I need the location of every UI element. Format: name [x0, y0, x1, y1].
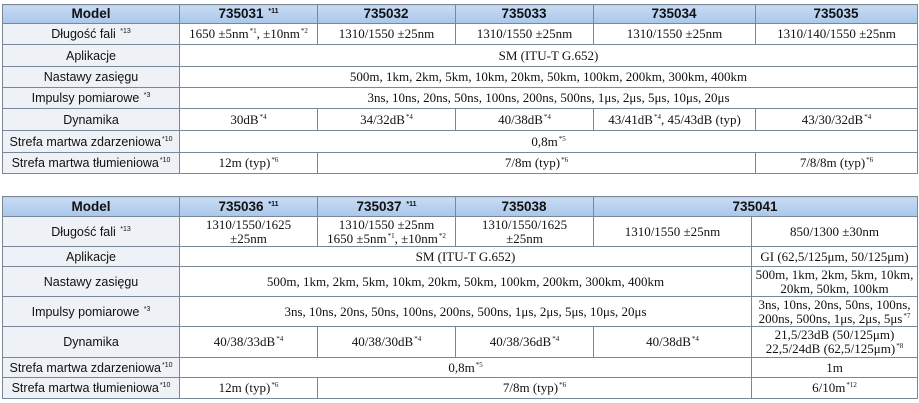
wavelength-735032: 1310/1550 ±25nm — [318, 24, 456, 45]
dynamics-735034: $43/41dB^{*4}$, 45/43dB (typ) — [594, 109, 756, 131]
application-value-2: SM (ITU-T G.652) — [180, 247, 752, 267]
range-label: Nastawy zasięgu — [3, 67, 180, 88]
range-735041-mm: 500m, 1km, 2km, 5km, 10km, 20km, 50km, 100km — [752, 267, 918, 297]
event-dead-zone-label: Strefa martwa zdarzeniowa$^{*10}$ — [3, 131, 180, 153]
dynamics-735035: $43/30/32dB^{*4}$ — [756, 109, 918, 131]
wavelength-row-2 — [3, 217, 918, 247]
model-735032: 735032 — [318, 5, 456, 24]
atten-dead-735035: 7/8/8m (typ)$^{*6}$ — [756, 153, 918, 174]
event-dead-zone-value-2: $0,8m^{*5}$ — [180, 358, 752, 378]
pulse-row-2 — [3, 297, 918, 327]
model-header-2: Model — [3, 197, 180, 217]
spec-table-1 — [2, 4, 918, 174]
atten-dead-735041-mm: $6/10m^{*12}$ — [752, 378, 918, 399]
pulse-label: Impulsy pomiarowe $^{*3}$ — [3, 88, 180, 109]
application-label: Aplikacje — [3, 45, 180, 67]
range-value: 500m, 1km, 2km, 5km, 10km, 20km, 50km, 100km, 200km, 300km, 400km — [180, 67, 918, 88]
wavelength-735041-sm: 1310/1550 ±25nm — [594, 217, 752, 247]
event-dead-zone-row — [3, 131, 918, 153]
application-735041-mm: GI (62,5/125μm, 50/125μm) — [752, 247, 918, 267]
pulse-row — [3, 88, 918, 109]
range-row — [3, 67, 918, 88]
dynamics-label: Dynamika — [3, 109, 180, 131]
wavelength-735034: 1310/1550 ±25nm — [594, 24, 756, 45]
model-735035: 735035 — [756, 5, 918, 24]
dynamics-735041-mm: 21,5/23dB (50/125μm) 22,5/24dB $(62,5/125\mu m)^{*8}$ — [752, 327, 918, 358]
event-dead-735041-mm: 1m — [752, 358, 918, 378]
dynamics-735033: $40/38dB^{*4}$ — [456, 109, 594, 131]
model-735038: 735038 — [456, 197, 594, 217]
model-735037: 735037 $^{*11}$ — [318, 197, 456, 217]
dynamics-735037: $40/38/30dB^{*4}$ — [318, 327, 456, 358]
header-row — [3, 5, 918, 24]
atten-dead-735031: 12m (typ)$^{*6}$ — [180, 153, 318, 174]
model-header: Model — [3, 5, 180, 24]
wavelength-label: Długość fali $^{*13}$ — [3, 24, 180, 45]
event-dead-zone-row-2 — [3, 358, 918, 378]
wavelength-735031: $1650 \pm 5nm^{*1}$, $\pm 10nm^{*2}$ — [180, 24, 318, 45]
wavelength-735033: 1310/1550 ±25nm — [456, 24, 594, 45]
dynamics-735038: $40/38/36dB^{*4}$ — [456, 327, 594, 358]
dynamics-735041-sm: $40/38dB^{*4}$ — [594, 327, 752, 358]
spec-table-2 — [2, 196, 918, 399]
model-735031: 735031 $^{*11}$ — [180, 5, 318, 24]
wavelength-735038: 1310/1550/1625 ±25nm — [456, 217, 594, 247]
application-row-2 — [3, 247, 918, 267]
range-row-2 — [3, 267, 918, 297]
dynamics-row — [3, 109, 918, 131]
dynamics-label-2: Dynamika — [3, 327, 180, 358]
pulse-label-2: Impulsy pomiarowe $^{*3}$ — [3, 297, 180, 327]
application-value: SM (ITU-T G.652) — [180, 45, 918, 67]
pulse-value-2: 3ns, 10ns, 20ns, 50ns, 100ns, 200ns, 500ns, 1μs, 2μs, 5μs, 10μs, 20μs — [180, 297, 752, 327]
dynamics-735031: $30dB^{*4}$ — [180, 109, 318, 131]
model-735034: 735034 — [594, 5, 756, 24]
model-735036: 735036 $^{*11}$ — [180, 197, 318, 217]
model-735041: 735041 — [594, 197, 918, 217]
dynamics-735036: $40/38/33dB^{*4}$ — [180, 327, 318, 358]
event-dead-zone-value: $0,8m^{*5}$ — [180, 131, 918, 153]
dynamics-735032: $34/32dB^{*4}$ — [318, 109, 456, 131]
event-dead-zone-label-2: Strefa martwa zdarzeniowa$^{*10}$ — [3, 358, 180, 378]
atten-dead-735032-34: 7/8m (typ)$^{*6}$ — [318, 153, 756, 174]
header-row-2 — [3, 197, 918, 217]
range-label-2: Nastawy zasięgu — [3, 267, 180, 297]
application-row — [3, 45, 918, 67]
atten-dead-735037-41sm: 7/8m (typ)$^{*6}$ — [318, 378, 752, 399]
wavelength-735035: 1310/140/1550 ±25nm — [756, 24, 918, 45]
attenuation-dead-zone-label: Strefa martwa tłumieniowa$^{*10}$ — [3, 153, 180, 174]
attenuation-dead-zone-label-2: Strefa martwa tłumieniowa$^{*10}$ — [3, 378, 180, 399]
pulse-value: 3ns, 10ns, 20ns, 50ns, 100ns, 200ns, 500ns, 1μs, 2μs, 5μs, 10μs, 20μs — [180, 88, 918, 109]
pulse-735041-mm: 3ns, 10ns, 20ns, 50ns, 100ns, 200ns, 500ns, 1μs, 2μs, $5\mu s^{*7}$ — [752, 297, 918, 327]
wavelength-735037: 1310/1550 ±25nm $1650 \pm 5nm^{*1}$, $\pm 10nm^{*2}$ — [318, 217, 456, 247]
application-label-2: Aplikacje — [3, 247, 180, 267]
atten-dead-735036: 12m (typ)$^{*6}$ — [180, 378, 318, 399]
wavelength-735041-mm: 850/1300 ±30nm — [752, 217, 918, 247]
dynamics-row-2 — [3, 327, 918, 358]
wavelength-735036: 1310/1550/1625 ±25nm — [180, 217, 318, 247]
wavelength-label-2: Długość fali $^{*13}$ — [3, 217, 180, 247]
model-735033: 735033 — [456, 5, 594, 24]
attenuation-dead-zone-row — [3, 153, 918, 174]
wavelength-row — [3, 24, 918, 45]
range-value-2: 500m, 1km, 2km, 5km, 10km, 20km, 50km, 100km, 200km, 300km, 400km — [180, 267, 752, 297]
attenuation-dead-zone-row-2 — [3, 378, 918, 399]
